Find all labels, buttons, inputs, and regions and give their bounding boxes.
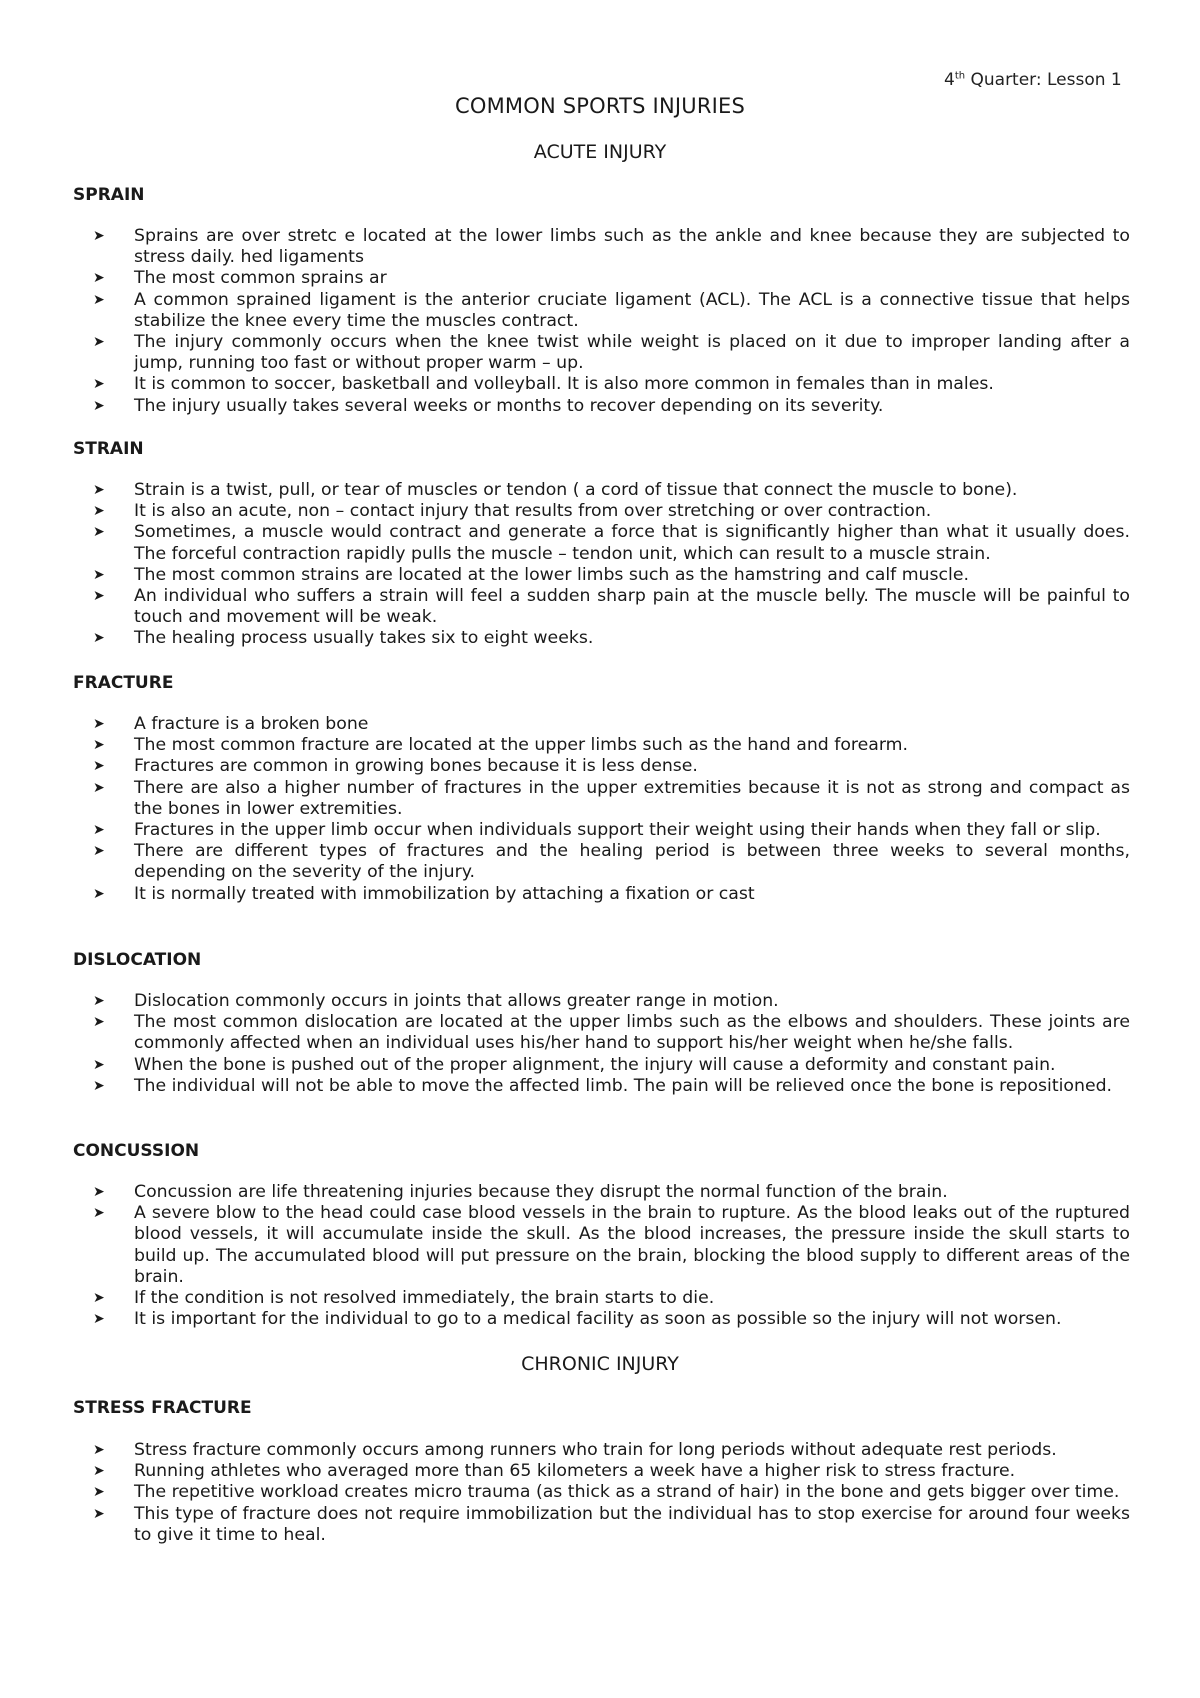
list-item: ➤ It is important for the individual to go to a medical facility as soon as possible so the injury will not worsen.: [93, 1309, 1062, 1330]
list-item: ➤ The individual will not be able to move the affected limb. The pain will be relieved once the bone is repositioned.: [93, 1075, 1113, 1096]
list-item: ➤ Fractures are common in growing bones because it is less dense.: [93, 756, 698, 777]
list-item: ➤ If the condition is not resolved immediately, the brain starts to die.: [93, 1288, 715, 1309]
lesson-label: [944, 70, 1122, 90]
arrow-bullet-icon: ➤: [93, 291, 105, 308]
arrow-bullet-icon: ➤: [93, 1077, 105, 1094]
list-item: ➤ The repetitive workload creates micro trauma (as thick as a strand of hair) in the bone and gets bigger over time.: [93, 1482, 1120, 1503]
arrow-bullet-icon: ➤: [93, 376, 105, 393]
list-item: ➤ There are different types of fractures and the healing period is between three weeks to several months, depending on the severity of the injury.: [93, 841, 1130, 883]
list-item: ➤ Sometimes, a muscle would contract and generate a force that is significantly higher than what it usually does. The forceful contraction rapidly pulls the muscle – tendon unit, which can result to a muscle strain.: [93, 522, 1130, 564]
arrow-bullet-icon: ➤: [93, 1290, 105, 1307]
list-item: ➤ A fracture is a broken bone: [93, 714, 369, 734]
chronic-injury-title: CHRONIC INJURY: [521, 1353, 679, 1375]
list-item: ➤ It is also an acute, non – contact injury that results from over stretching or over contraction.: [93, 501, 932, 522]
list-item: ➤ When the bone is pushed out of the proper alignment, the injury will cause a deformity and constant pain.: [93, 1054, 1056, 1075]
list-item: ➤ The most common strains are located at the lower limbs such as the hamstring and calf muscle.: [93, 564, 969, 585]
section-heading-fracture: FRACTURE: [73, 673, 174, 693]
arrow-bullet-icon: ➤: [93, 270, 105, 287]
list-item: ➤ A severe blow to the head could case blood vessels in the brain to rupture. As the blood leaks out of the ruptured blood vessels, it will accumulate inside the skull. As the blood increases, the pressure inside the skull starts to build up. The accumulated blood will put pressure on the brain, blocking the blood supply to different areas of the brain.: [93, 1203, 1130, 1287]
section-heading-concussion: CONCUSSION: [73, 1141, 200, 1161]
arrow-bullet-icon: ➤: [93, 1311, 105, 1328]
list-item: ➤ An individual who suffers a strain will feel a sudden sharp pain at the muscle belly. The muscle will be painful to touch and movement will be weak.: [93, 586, 1130, 628]
arrow-bullet-icon: ➤: [93, 482, 105, 498]
arrow-bullet-icon: ➤: [93, 1014, 105, 1031]
list-item: ➤ Stress fracture commonly occurs among runners who train for long periods without adequate rest periods.: [93, 1440, 1057, 1460]
list-item: ➤ The healing process usually takes six to eight weeks.: [93, 628, 594, 649]
sprain-list: [73, 226, 1130, 417]
section-heading-strain: STRAIN: [73, 439, 144, 459]
list-item: ➤ Fractures in the upper limb occur when individuals support their weight using their hands when they fall or slip.: [93, 820, 1101, 841]
arrow-bullet-icon: ➤: [93, 1056, 105, 1073]
strain-list: [73, 480, 1130, 650]
list-item: ➤ The most common dislocation are located at the upper limbs such as the elbows and shoulders. These joints are commonly affected when an individual uses his/her hand to support his/her weight when he/she falls.: [93, 1012, 1130, 1054]
arrow-bullet-icon: ➤: [93, 503, 105, 520]
arrow-bullet-icon: ➤: [93, 228, 105, 244]
list-item: ➤ The injury usually takes several weeks or months to recover depending on its severity.: [93, 395, 884, 416]
arrow-bullet-icon: ➤: [93, 334, 105, 351]
arrow-bullet-icon: ➤: [93, 885, 105, 902]
list-item: ➤ Sprains are over stretc e located at the lower limbs such as the ankle and knee because they are subjected to stress daily. hed ligaments: [93, 226, 1130, 268]
list-item: ➤ Running athletes who averaged more than 65 kilometers a week have a higher risk to stress fracture.: [93, 1461, 1016, 1482]
arrow-bullet-icon: ➤: [93, 397, 105, 414]
arrow-bullet-icon: ➤: [93, 1205, 105, 1222]
arrow-bullet-icon: ➤: [93, 1505, 105, 1522]
list-item: ➤ Dislocation commonly occurs in joints that allows greater range in motion.: [93, 991, 779, 1011]
arrow-bullet-icon: ➤: [93, 524, 105, 541]
section-heading-sprain: SPRAIN: [73, 185, 145, 205]
arrow-bullet-icon: ➤: [93, 716, 105, 732]
arrow-bullet-icon: ➤: [93, 630, 105, 647]
list-item: ➤ Concussion are life threatening injuries because they disrupt the normal function of the brain.: [93, 1182, 948, 1202]
arrow-bullet-icon: ➤: [93, 737, 105, 754]
list-item: ➤ The most common sprains ar: [93, 268, 387, 289]
list-item: ➤ It is normally treated with immobilization by attaching a fixation or cast: [93, 883, 755, 904]
arrow-bullet-icon: ➤: [93, 779, 105, 796]
list-item: ➤ Strain is a twist, pull, or tear of muscles or tendon ( a cord of tissue that connect the muscle to bone).: [93, 480, 1018, 500]
concussion-list: [73, 1182, 1130, 1330]
arrow-bullet-icon: ➤: [93, 1484, 105, 1501]
arrow-bullet-icon: ➤: [93, 1463, 105, 1480]
list-item: ➤ There are also a higher number of fractures in the upper extremities because it is not as strong and compact as the bones in lower extremities.: [93, 777, 1130, 819]
list-item: ➤ The injury commonly occurs when the knee twist while weight is placed on it due to improper landing after a jump, running too fast or without proper warm – up.: [93, 332, 1130, 374]
quarter-ordinal: th: [954, 70, 966, 82]
arrow-bullet-icon: ➤: [93, 566, 105, 583]
fracture-list: [73, 714, 1130, 905]
stress-fracture-list: [73, 1440, 1130, 1546]
quarter-rest: Quarter: Lesson 1: [965, 70, 1122, 90]
acute-injury-title: ACUTE INJURY: [533, 141, 667, 163]
arrow-bullet-icon: ➤: [93, 1184, 105, 1200]
section-heading-dislocation: DISLOCATION: [73, 950, 202, 970]
list-item: ➤ A common sprained ligament is the anterior cruciate ligament (ACL). The ACL is a connective tissue that helps stabilize the knee every time the muscles contract.: [93, 289, 1130, 331]
arrow-bullet-icon: ➤: [93, 758, 105, 775]
list-item: ➤ This type of fracture does not require immobilization but the individual has to stop exercise for around four weeks to give it time to heal.: [93, 1503, 1130, 1545]
dislocation-list: [73, 991, 1130, 1097]
arrow-bullet-icon: ➤: [93, 993, 105, 1009]
list-item: ➤ It is common to soccer, basketball and volleyball. It is also more common in females than in males.: [93, 374, 994, 395]
arrow-bullet-icon: ➤: [93, 588, 105, 605]
section-heading-stress-fracture: STRESS FRACTURE: [73, 1398, 252, 1418]
arrow-bullet-icon: ➤: [93, 1442, 105, 1458]
arrow-bullet-icon: ➤: [93, 843, 105, 860]
list-item: ➤ The most common fracture are located at the upper limbs such as the hand and forearm.: [93, 735, 908, 756]
arrow-bullet-icon: ➤: [93, 822, 105, 839]
quarter-number: 4: [944, 70, 955, 90]
document-title: COMMON SPORTS INJURIES: [454, 94, 745, 118]
